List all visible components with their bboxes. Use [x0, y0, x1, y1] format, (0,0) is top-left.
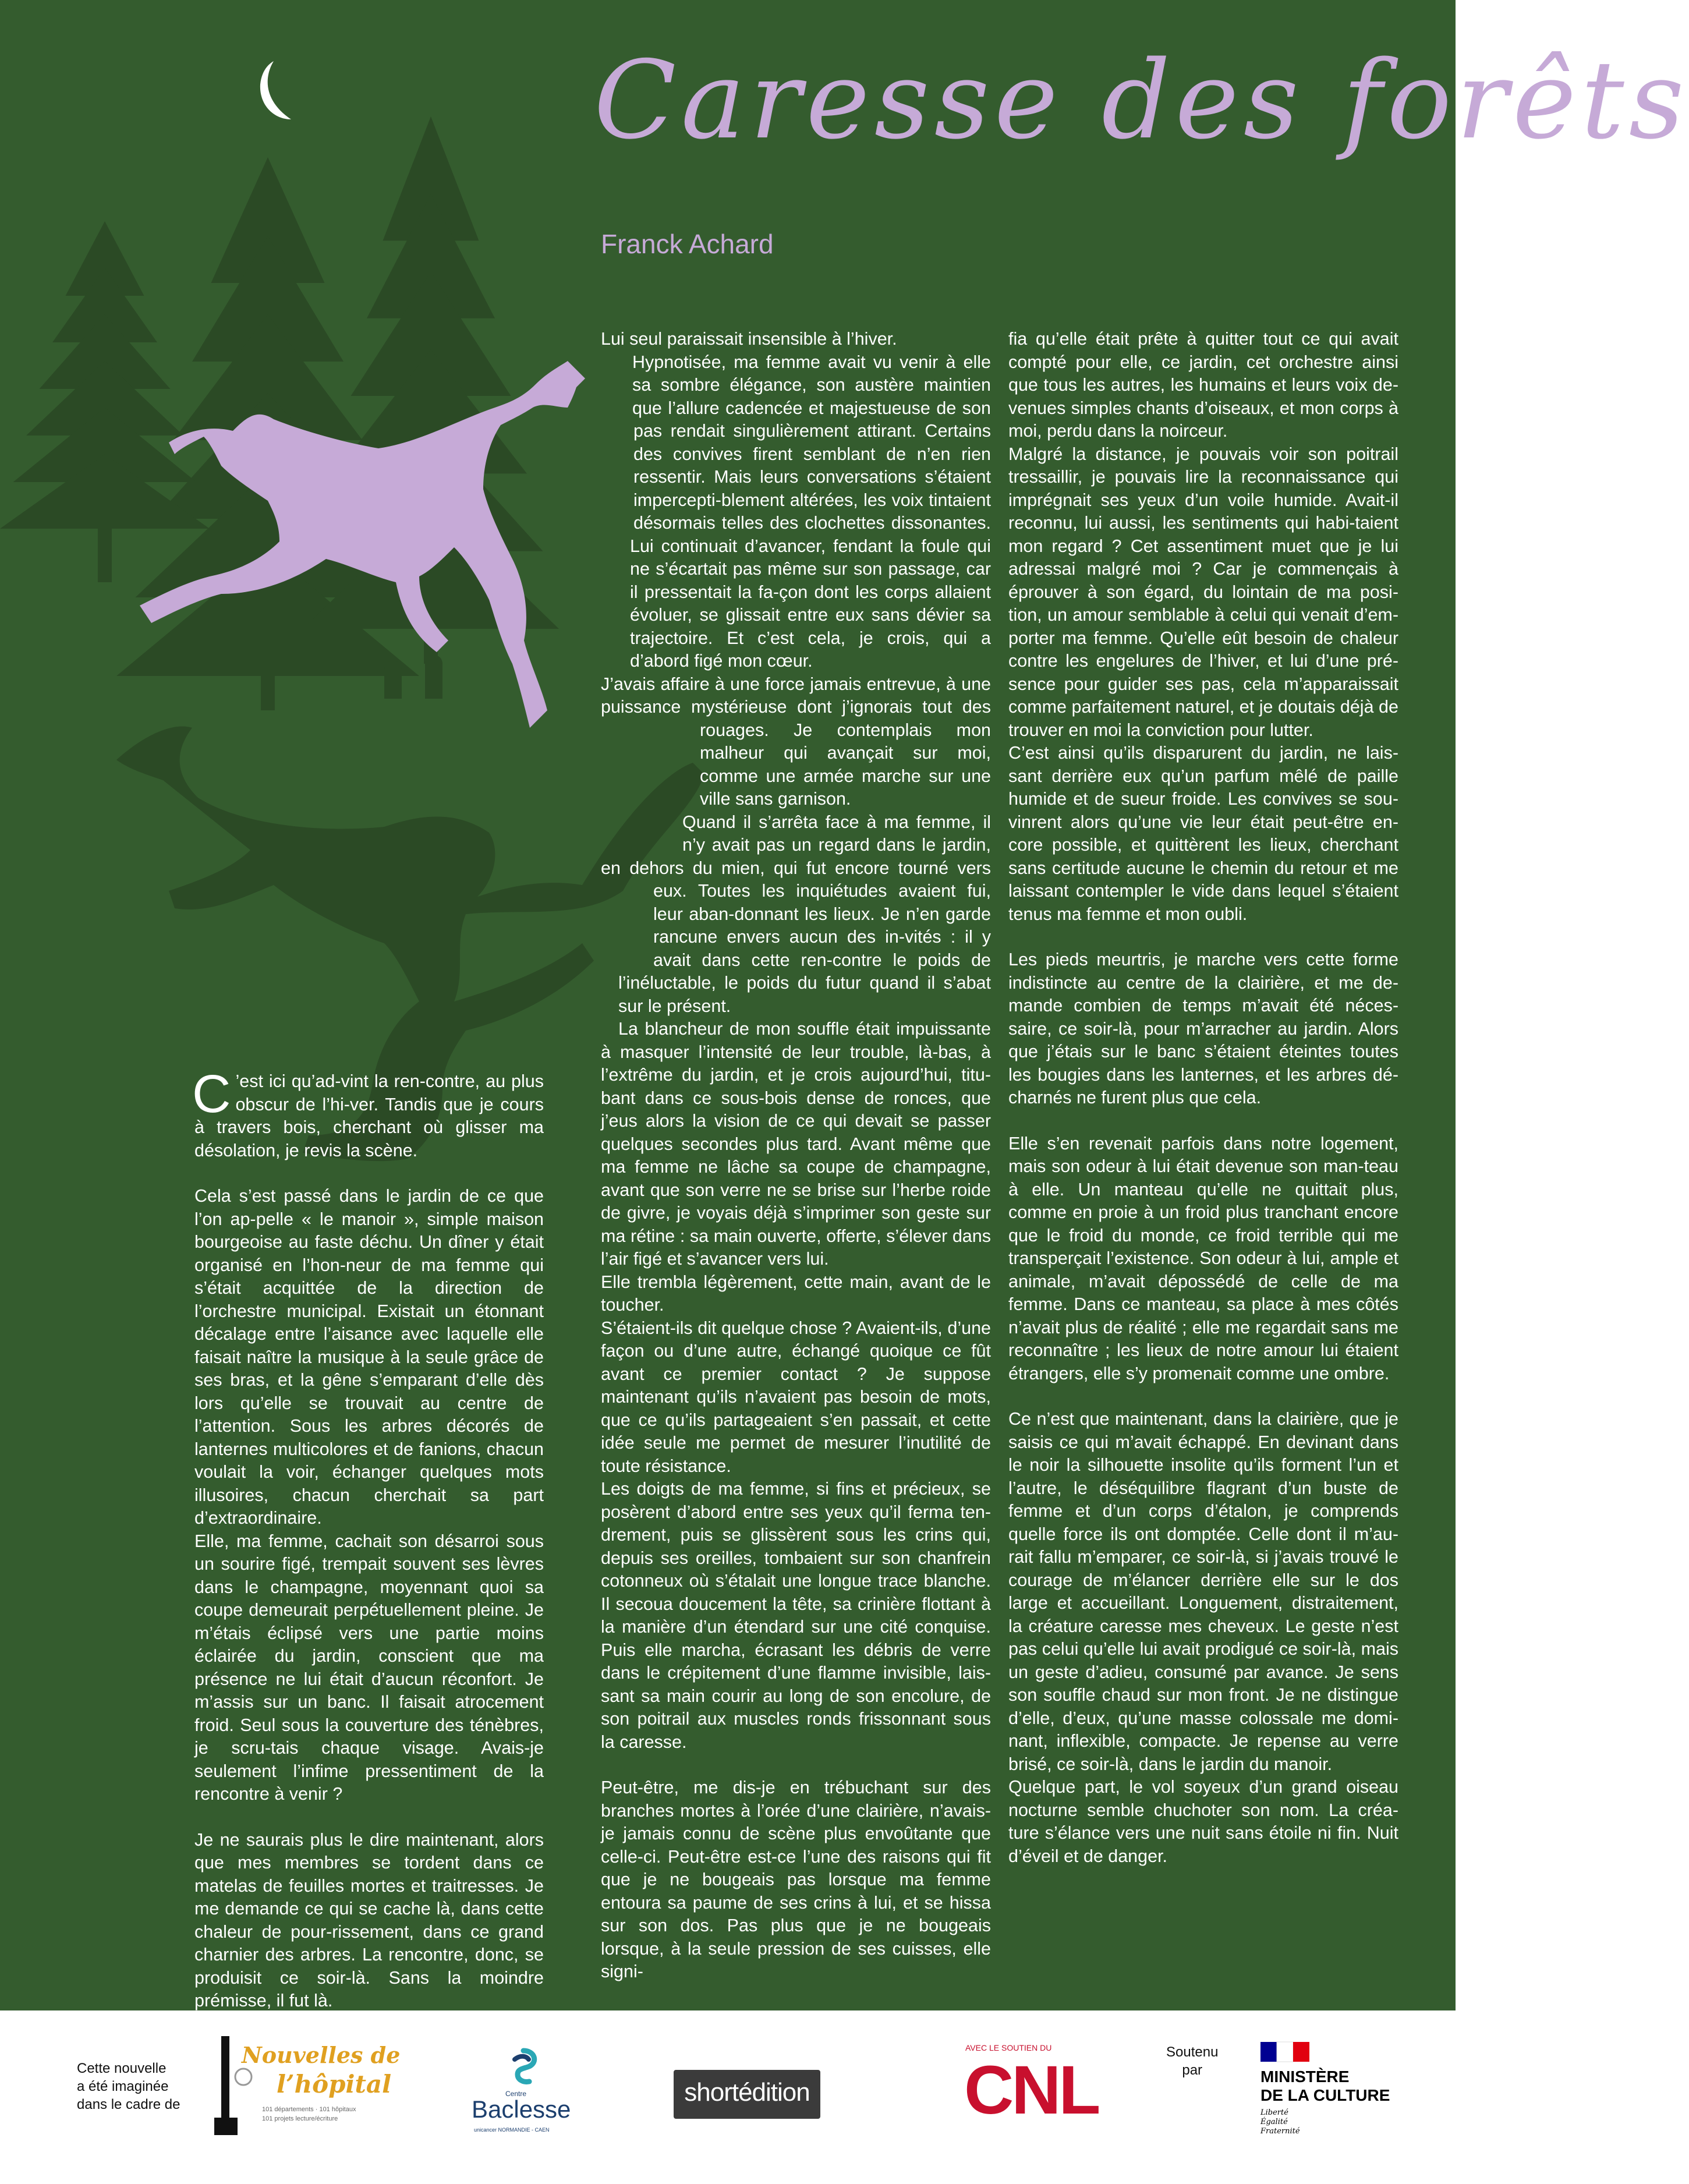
footer-partners — [0, 2010, 1456, 2184]
ministere-line1: MINISTÈRE — [1260, 2068, 1350, 2086]
footer-intro-line: Cette nouvelle — [77, 2061, 167, 2076]
forest-trees — [0, 116, 559, 710]
motto-line: Liberté — [1260, 2108, 1288, 2117]
shortedition-logo — [674, 2070, 820, 2119]
poster-title: Caresse des forêts — [594, 37, 1689, 163]
paragraph: Quand il s’arrêta face à ma femme, il n’y avait pas un regard dans le jardin, en dehors du mien, qui fut encore tourné vers eux. Toutes les inquiétudes avaient fui, leur aban-donnant les lieux. Je n’en garde rancune envers aucun des in-vités : il y avait dans cette ren-contre le poids de l’inéluctable, le poids du futur quand il s’abat sur le présent. — [601, 812, 991, 1016]
paragraph: C’est ainsi qu’ils disparurent du jardin, ne lais-sant derrière eux qu’un parfum mêlé de paille humide et de sueur froide. Les convives se sou-vinrent alors qu’une vie leur était peut-être en-core possible, et quittèrent les lieux, cherchant sans certitude aucune le chemin du retour et me laissant contempler le vide dans lequel s’étaient tenus ma femme et mon oubli. — [1008, 743, 1398, 924]
paragraph: Peut-être, me dis-je en trébuchant sur des branches mortes à l’orée d’une clairière, n’avais-je jamais connu de scène plus envoûtante que celle-ci. Peut-être est-ce l’une des raisons qui fit que je ne bougeais pas lorsque ma femme entoura sa paume de ses crins à lui, et se hissa sur son dos. Pas plus que je ne bougeais lorsque, à la seule pression de ses cuisses, elle signi- — [601, 1778, 991, 1981]
paragraph: S’étaient-ils dit quelque chose ? Avaient-ils, d’une façon ou d’une autre, échangé quoique ce fût avant ce premier contact ? Je suppose maintenant qu’ils n’avaient pas besoin de mots, que ce qu’ils partageaient s’en passait, et cette idée seule me permet de mesurer l’inutilité de toute résistance. — [601, 1318, 991, 1476]
paragraph: Les pieds meurtris, je marche vers cette forme indistincte au centre de la clairière, et me de-mande combien de temps m’avait été néces-saire, ce soir-là, pour m’arracher au jardin. Alors que j’étais sur le banc s’étaient éteintes toutes les bougies dans les lanternes, et les arbres dé-charnés ne furent plus que cela. — [1008, 950, 1398, 1107]
paragraph: J’avais affaire à une force jamais entrevue, à une puissance mystérieuse dont j’ignorais tout des rouages. Je contemplais mon malheur qui avançait sur moi, comme une armée marche sur une ville sans garnison. — [601, 674, 991, 809]
nouvelles-hopital-logo — [210, 2030, 401, 2147]
nouvelles-sub1: 101 départements · 101 hôpitaux — [262, 2106, 356, 2113]
paragraph: fia qu’elle était prête à quitter tout ce qui avait compté pour elle, ce jardin, cet orchestre ainsi que tous les autres, les humains et leurs voix de-venues simples chants d’oiseaux, et mon corps à moi, perdu dans la noirceur. — [1008, 329, 1398, 441]
paragraph: Quelque part, le vol soyeux d’un grand oiseau nocturne semble chuchoter son nom. La créa-ture s’élance vers une nuit sans étoile ni fin. Nuit d’éveil et de danger. — [1008, 1777, 1398, 1866]
paragraph: Elle trembla légèrement, cette main, avant de le toucher. — [601, 1272, 991, 1315]
baclesse-swirl-icon — [503, 2048, 544, 2089]
motto-line: Fraternité — [1260, 2127, 1300, 2136]
soutenu-line: par — [1182, 2062, 1203, 2078]
motto-line: Égalité — [1260, 2118, 1288, 2126]
footer-intro-line: a été imaginée — [77, 2079, 169, 2094]
paragraph: Les doigts de ma femme, si fins et précieux, se posèrent d’abord entre ses yeux qu’il ferma ten-drement, puis se glissèrent sous les crins qui, depuis ses oreilles, tombaient sur son chanfrein cotonneux où s’étalait une longue trace blanche. Il secoua doucement la tête, sa crinière flottant à la manière d’un étendard sur une cité conquise. Puis elle marcha, écrasant les débris de verre dans le crépitement d’une flamme invisible, lais-sant sa main courir au long de son encolure, de son poitrail aux muscles ronds frissonnant sous la caresse. — [601, 1479, 991, 1752]
footer-intro — [77, 2059, 180, 2114]
paragraph: ’est ici qu’ad-vint la ren-contre, au plus obscur de l’hi-ver. Tandis que je cours à travers bois, cherchant où glisser ma désolation, je revis la scène. — [194, 1071, 544, 1160]
soutenu-line: Soutenu — [1166, 2044, 1219, 2060]
author-name: Franck Achard — [601, 229, 774, 259]
text-column-2 — [601, 328, 991, 1984]
arch-window-icon — [425, 655, 442, 699]
baclesse-small: Centre — [505, 2090, 527, 2098]
paragraph: Malgré la distance, je pouvais voir son poitrail tressaillir, je pouvais lire la reconnaissance qui imprégnait ses yeux d’un voile humide. Avait-il reconnu, lui aussi, les sentiments qui habi-taient mon regard ? Cet assentiment muet que je lui adressai malgré moi ? Car je commençais à éprouver à son égard, du lointain de ma posi-tion, un amour semblable à celui qui venait d’em-porter ma femme. Qu’elle eût besoin de chaleur contre les engelures de l’hiver, et lui d’une pré-sence pour guider ses pas, cela m’apparaissait comme parfaitement naturel, et je doutais déjà de trouver en moi la conviction pour lutter. — [1008, 444, 1398, 740]
ministere-logo — [1260, 2042, 1412, 2158]
soutenu-par — [1166, 2043, 1218, 2079]
cnl-top: AVEC LE SOUTIEN DU — [965, 2043, 1052, 2052]
baclesse-sub: unicancer NORMANDIE - CAEN — [474, 2127, 550, 2133]
paragraph: Ce n’est que maintenant, dans la clairière, que je saisis ce qui m’avait échappé. En devinant dans le noir la silhouette insolite qu’ils forment l’un et l’autre, le déséquilibre flagrant d’un buste de femme et d’un corps d’étalon, je comprends quelle force ils ont domptée. Celle dont il m’au-rait fallu m’emparer, ce soir-là, si j’avais trouvé le courage de m’élancer derrière elle sur le dos large et accueillant. Longuement, distraitement, la créature caresse mes cheveux. Le geste n’est pas celui qu’elle lui avait prodigué ce soir-là, mais un geste d’adieu, consumé par avance. Je sens son souffle chaud sur mon front. Je ne distingue d’elle, d’eux, qu’une masse colossale me domi-nant, inflexible, compacte. Je repense au verre brisé, ce soir-là, dans le jardin du manoir. — [1008, 1409, 1398, 1774]
ministere-line2: DE LA CULTURE — [1260, 2086, 1390, 2104]
nouvelles-sub2: 101 projets lecture/écriture — [262, 2115, 338, 2122]
paragraph: Hypnotisée, ma femme avait vu venir à elle sa sombre élégance, son austère maintien que l’allure cadencée et majestueuse de son pas rendait singulièrement attirant. Certains des convives firent semblant de n’en rien ressentir. Mais leurs conversations s’étaient impercepti-blement altérées, les voix tintaient désormais telles des clochettes dissonantes. Lui continuait d’avancer, fendant la foule qui ne s’écartait pas même sur son passage, car il pressentait la fa-çon dont les corps allaient évoluer, se glissait entre eux sans dévier sa trajectoire. Et c’est cela, je crois, qui a d’abord figé mon cœur. — [630, 352, 991, 671]
paragraph: Cela s’est passé dans le jardin de ce que l’on ap-pelle « le manoir », simple maison bourgeoise au faste déchu. Un dîner y était organisé en l’hon-neur de ma femme qui s’était acquittée de la direction de l’orchestre municipal. Existait un étonnant décalage entre l’aisance avec laquelle elle faisait naître la musique à la seule grâce de ses bras, et la gêne s’emparant d’elle dès lors qu’elle se trouvait au centre de l’attention. Sous les arbres décorés de lanternes multicolores et de fanions, chacun voulait la voir, échanger quelques mots illusoires, chacun cherchait sa part d’extraordinaire. — [194, 1186, 544, 1528]
shortedition-text: shortédition — [684, 2078, 810, 2107]
ministere-motto — [1260, 2108, 1300, 2136]
nouvelles-line1: Nouvelles de — [242, 2042, 401, 2068]
paragraph: Lui seul paraissait insensible à l’hiver. — [601, 329, 897, 349]
footer-intro-line: dans le cadre de — [77, 2097, 180, 2112]
text-column-3 — [1008, 328, 1398, 1868]
paragraph: Elle, ma femme, cachait son désarroi sous un sourire figé, trempait souvent ses lèvres dans le champagne, moyennant quoi sa coupe demeurait perpétuellement pleine. Je m’étais éclipsé vers une partie moins éclairée du jardin, conscient que ma présence ne lui était d’aucun réconfort. Je m’assis sur un banc. Il faisait atrocement froid. Seul sous la couverture des ténèbres, je scru-tais chaque visage. Avais-je seulement l’infime pressentiment de la rencontre à venir ? — [194, 1531, 544, 1804]
cnl-logo — [961, 2043, 1099, 2142]
baclesse-logo — [466, 2048, 582, 2147]
nouvelles-line2: l’hôpital — [277, 2070, 392, 2098]
paragraph: Elle s’en revenait parfois dans notre logement, mais son odeur à lui était devenue son man-teau à elle. Un manteau qu’elle ne quittait plus, comme en proie à un froid plus tranchant encore que le froid du monde, ce froid terrible qui me transperçait l’existence. Son odeur à lui, ample et animale, m’avait dépossédé de celle de ma femme. Dans ce manteau, sa place à mes côtés n’avait plus de réalité ; elle me regardait sans me reconnaître ; les lieux de notre amour lui étaient étrangers, elle s’y promenait comme une ombre. — [1008, 1133, 1398, 1383]
text-column-1 — [192, 1064, 544, 2013]
tree-trunk — [261, 629, 275, 710]
paragraph: La blancheur de mon souffle était impuissante à masquer l’intensité de leur trouble, là-bas, à l’extrême du jardin, et je crois aujourd’hui, titu-bant dans ce sous-bois dense de ronces, que j’eus alors la vision de ce qui devait se passer quelques secondes plus tard. Avant même que ma femme ne lâche sa coupe de champagne, avant que son verre ne se brise sur l’herbe roide de givre, je voyais déjà s’imprimer son geste sur ma rétine : sa main ouverte, offerte, s’élever dans l’air figé et s’avancer vers lui. — [601, 1019, 991, 1269]
cnl-name: CNL — [964, 2052, 1099, 2129]
drop-cap: C — [192, 1064, 231, 1124]
tree-trunk — [98, 501, 112, 582]
arch-window-icon — [384, 661, 402, 699]
paragraph: Je ne saurais plus le dire maintenant, alors que mes membres se tordent dans ce matelas de feuilles mortes et traitresses. Je me demande ce qui se cache là, dans cette chaleur de pour-rissement, dans ce grand charnier des arbres. La rencontre, donc, se produisit ce soir-là. Sans la moindre prémisse, il fut là. — [194, 1829, 544, 2010]
baclesse-name: Baclesse — [472, 2095, 571, 2123]
crescent-moon-icon — [260, 61, 291, 119]
marianne-flag-icon — [1260, 2042, 1309, 2062]
